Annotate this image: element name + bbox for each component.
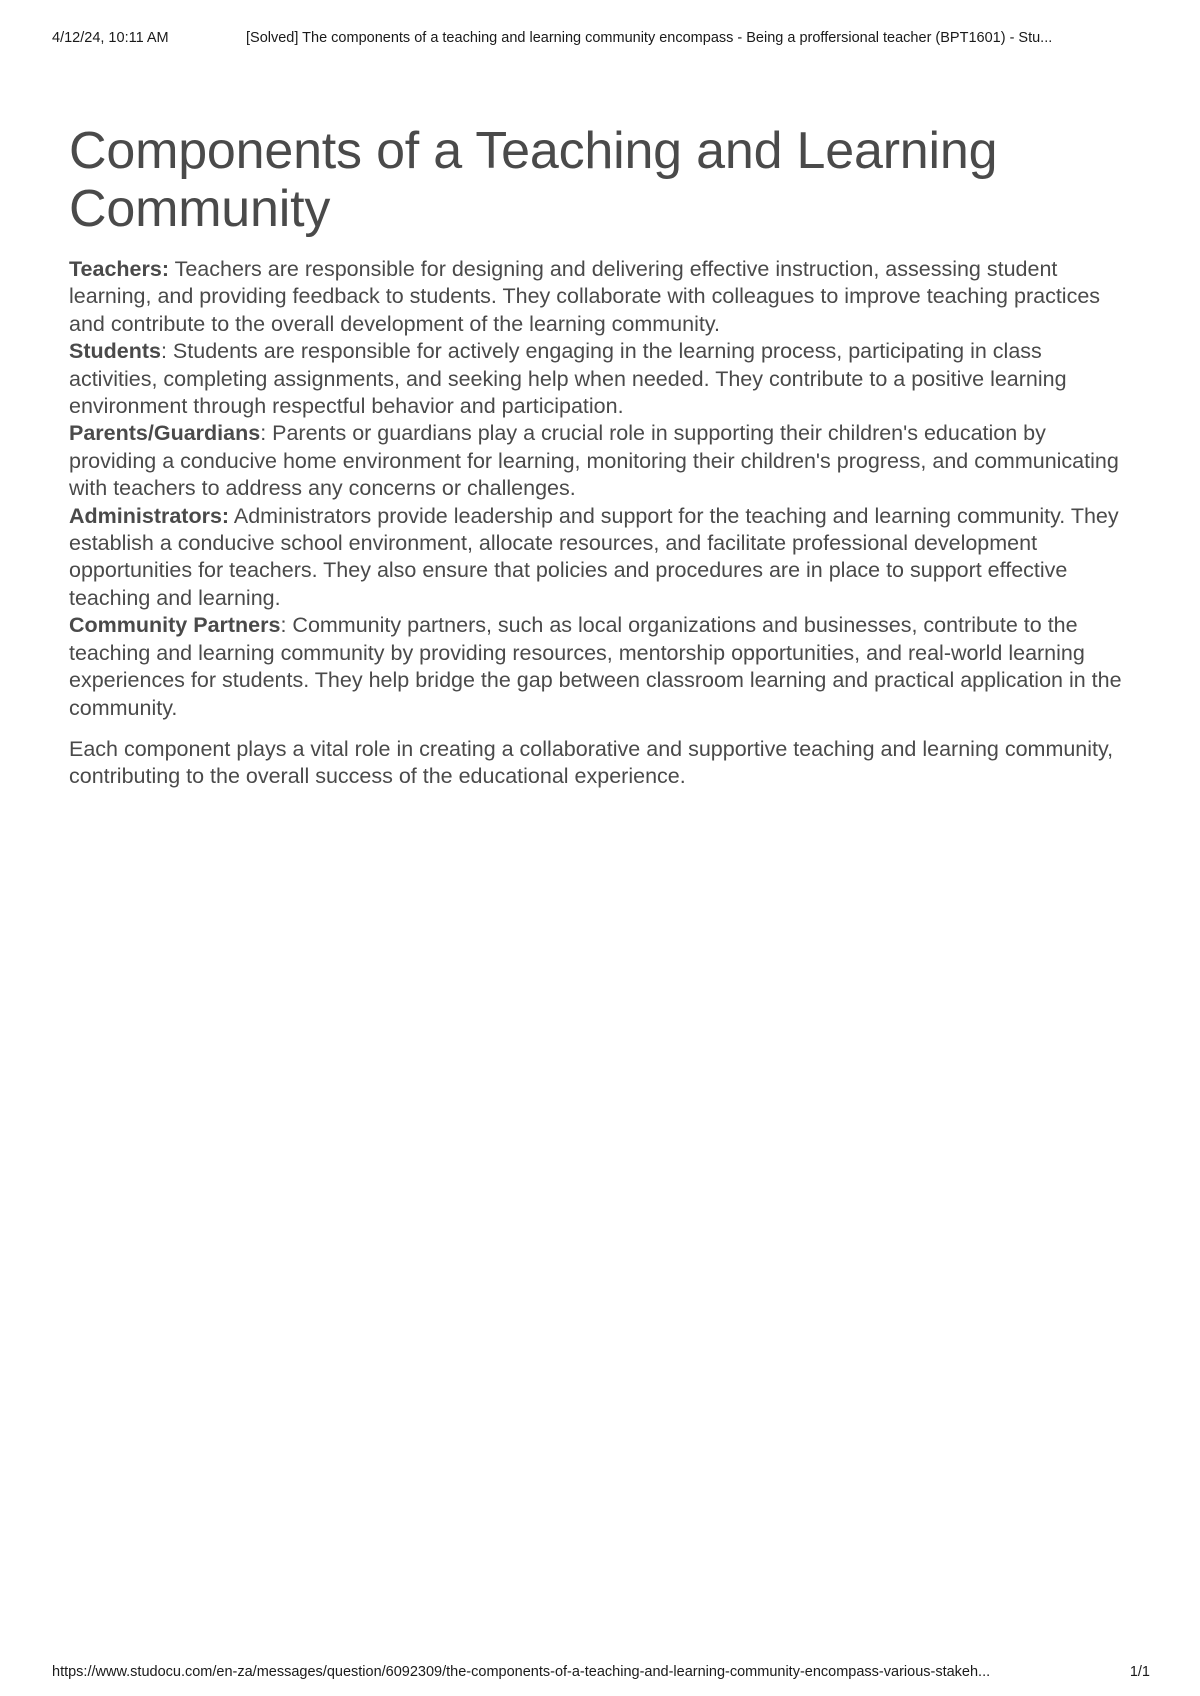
- print-header: [52, 30, 1150, 50]
- role-description: : Parents or guardians play a crucial role in supporting their children's education by providing a conducive home environment for learning, monitoring their children's progress, and communicating with teachers to address any concerns or challenges.: [69, 421, 1119, 501]
- print-source-url: https://www.studocu.com/en-za/messages/question/6092309/the-components-of-a-teaching-and-learning-community-encompass-various-stakeh...: [52, 1664, 991, 1680]
- role-paragraph-parents-guardians: [69, 420, 1131, 502]
- role-paragraph-teachers: [69, 256, 1131, 338]
- role-paragraph-administrators: [69, 503, 1131, 613]
- print-page-number: 1/1: [1129, 1664, 1150, 1680]
- role-list: [69, 256, 1131, 722]
- role-name: Administrators:: [69, 503, 230, 528]
- role-description: Teachers are responsible for designing and delivering effective instruction, assessing student learning, and providing feedback to students. They collaborate with colleagues to improve teaching practices and contribute to the overall development of the learning community.: [69, 257, 1101, 336]
- print-footer: [52, 1664, 1150, 1684]
- print-date-time: 4/12/24, 10:11 AM: [52, 30, 169, 46]
- document-content: [69, 122, 1131, 791]
- role-paragraph-community-partners: [69, 612, 1131, 722]
- role-name: Students: [69, 339, 161, 364]
- summary-paragraph: Each component plays a vital role in creating a collaborative and supportive teaching and learning community, contributing to the overall success of the educational experience.: [69, 736, 1114, 789]
- print-page-title: [Solved] The components of a teaching and learning community encompass - Being a proffersional teacher (BPT1601) - Stu...: [246, 30, 1053, 46]
- role-name: Teachers:: [69, 257, 169, 281]
- role-name: Community Partners: [69, 613, 281, 638]
- document-title: Components of a Teaching and Learning Community: [69, 122, 998, 238]
- role-description: : Students are responsible for actively engaging in the learning process, participating in class activities, completing assignments, and seeking help when needed. They contribute to a positive learning environment through respectful behavior and participation.: [69, 339, 1067, 419]
- role-description: Administrators provide leadership and support for the teaching and learning community. They establish a conducive school environment, allocate resources, and facilitate professional development opportunities for teachers. They also ensure that policies and procedures are in place to support effective teaching and learning.: [69, 503, 1119, 610]
- role-description: : Community partners, such as local organizations and businesses, contribute to the teaching and learning community by providing resources, mentorship opportunities, and real-world learning experiences for students. They help bridge the gap between classroom learning and practical application in the community.: [69, 613, 1122, 720]
- role-name: Parents/Guardians: [69, 421, 261, 446]
- role-paragraph-students: [69, 338, 1131, 420]
